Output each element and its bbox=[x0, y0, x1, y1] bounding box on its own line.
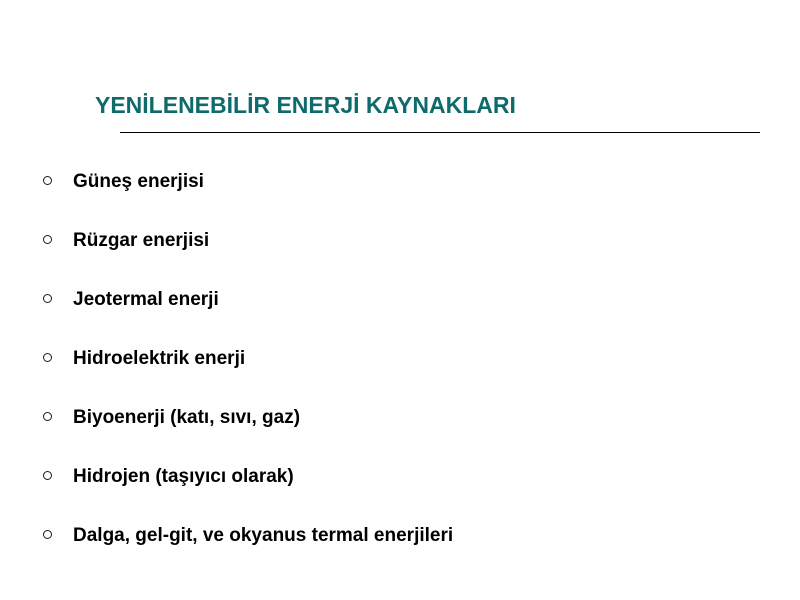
hollow-circle-bullet-icon bbox=[43, 353, 52, 362]
list-item-text: Hidrojen (taşıyıcı olarak) bbox=[73, 466, 294, 487]
list-item-text: Biyoenerji (katı, sıvı, gaz) bbox=[73, 407, 301, 428]
list-item-text: Rüzgar enerjisi bbox=[73, 230, 210, 251]
hollow-circle-bullet-icon bbox=[43, 235, 52, 244]
hollow-circle-bullet-icon bbox=[43, 530, 52, 539]
list-item-text: Dalga, gel-git, ve okyanus termal enerjileri bbox=[73, 525, 454, 546]
hollow-circle-bullet-icon bbox=[43, 294, 52, 303]
list-item-text: Hidroelektrik enerji bbox=[73, 348, 246, 369]
slide-title: YENİLENEBİLİR ENERJİ KAYNAKLARI bbox=[95, 92, 516, 118]
hollow-circle-bullet-icon bbox=[43, 471, 52, 480]
hollow-circle-bullet-icon bbox=[43, 176, 52, 185]
list-item-text: Güneş enerjisi bbox=[73, 171, 204, 192]
hollow-circle-bullet-icon bbox=[43, 412, 52, 421]
list-item-text: Jeotermal enerji bbox=[73, 289, 219, 310]
title-underline-divider bbox=[120, 132, 760, 133]
